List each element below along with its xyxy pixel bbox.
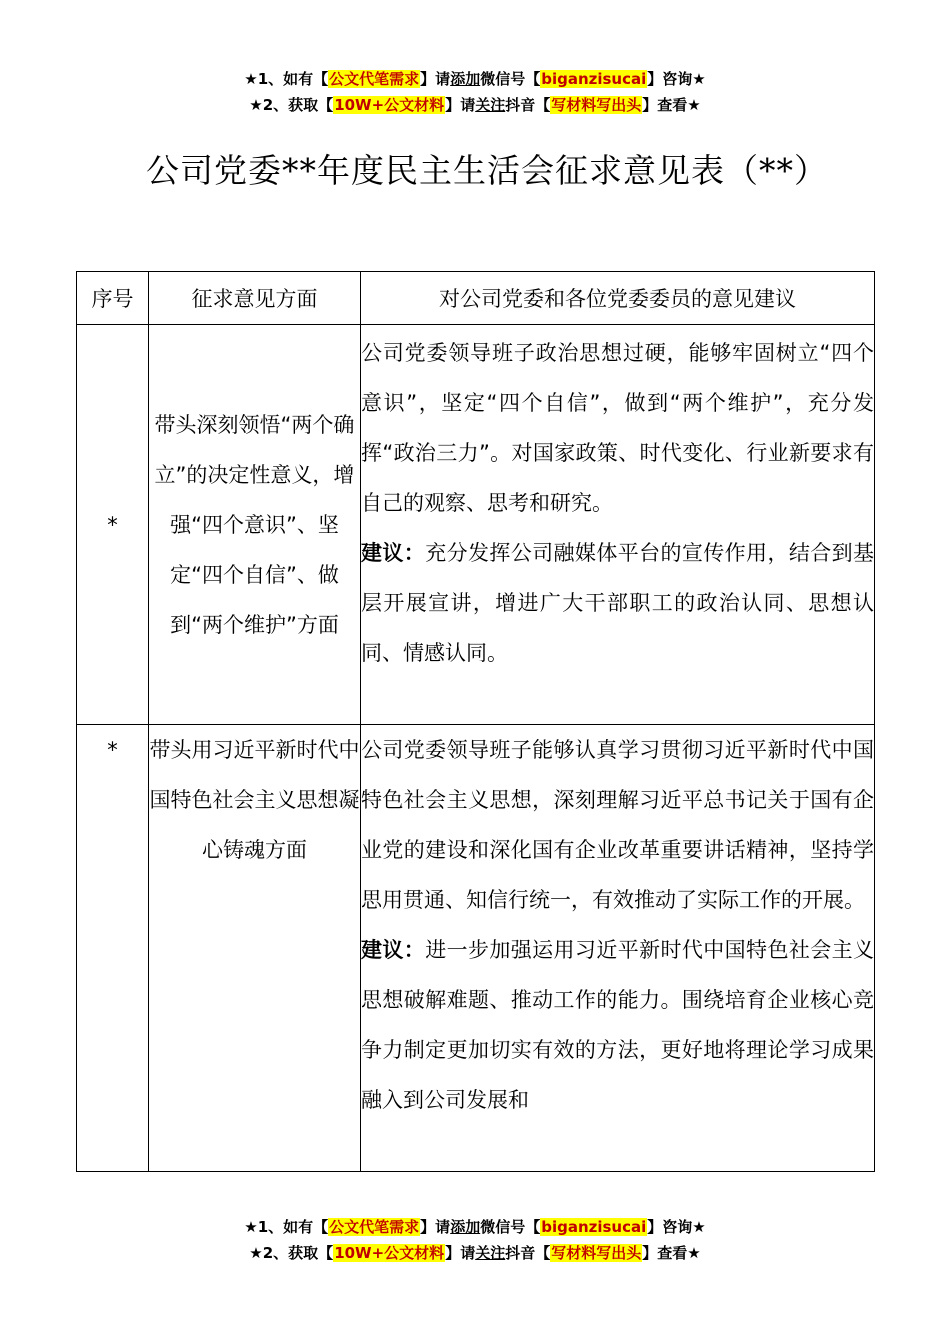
suggestion-paragraph	[361, 925, 874, 1125]
banner-line-2	[0, 92, 950, 118]
header-banner	[0, 66, 950, 118]
banner-text: 】请	[420, 1218, 451, 1236]
opinion-text: 公司党委领导班子政治思想过硬，能够牢固树立“四个意识”，坚定“四个自信”，做到“两个维护”，充分发挥“政治三力”。对国家政策、时代变化、行业新要求有自己的观察、思考和研究。	[361, 341, 874, 515]
highlight-text: biganzisucai	[541, 70, 647, 88]
banner-line-1	[0, 66, 950, 92]
aspect-text: 带头深刻领悟“两个确立”的决定性意义，增强“四个意识”、坚定“四个自信”、做到“两个维护”方面	[154, 412, 355, 637]
underlined-text: 关注	[475, 1244, 506, 1262]
header-opinion: 对公司党委和各位党委委员的意见建议	[361, 272, 875, 325]
aspect-text: 带头用习近平新时代中国特色社会主义思想凝心铸魂方面	[149, 738, 360, 862]
highlight-text: 10W+公文材料	[334, 1244, 445, 1262]
footer-banner	[0, 1214, 950, 1266]
highlight-text: biganzisucai	[541, 1218, 647, 1236]
suggestion-label: 建议：	[361, 541, 426, 565]
underlined-text: 关注	[475, 96, 506, 114]
suggestion-text: 进一步加强运用习近平新时代中国特色社会主义思想破解难题、推动工作的能力。围绕培育企业核心竞争力制定更加切实有效的方法，更好地将理论学习成果融入到公司发展和	[361, 938, 875, 1112]
row-seq: *	[77, 725, 149, 1172]
banner-text: ★1、如有【	[244, 70, 329, 88]
banner-text: 】查看★	[642, 1244, 701, 1262]
suggestion-paragraph	[361, 528, 874, 678]
table-header-row	[77, 272, 875, 325]
banner-text: 】查看★	[642, 96, 701, 114]
banner-text: 】请	[420, 70, 451, 88]
underlined-text: 添加	[450, 70, 481, 88]
suggestion-text: 充分发挥公司融媒体平台的宣传作用，结合到基层开展宣讲，增进广大干部职工的政治认同、思想认同、情感认同。	[361, 541, 875, 665]
banner-text: ★2、获取【	[249, 1244, 334, 1262]
banner-text: 】咨询★	[647, 1218, 706, 1236]
document-title: 公司党委**年度民主生活会征求意见表（**）	[146, 151, 828, 190]
banner-text: ★2、获取【	[249, 96, 334, 114]
banner-text: 】咨询★	[647, 70, 706, 88]
banner-text: 微信号【	[480, 1218, 541, 1236]
banner-text: 】请	[445, 96, 476, 114]
banner-text: 抖音【	[505, 96, 551, 114]
banner-line-1	[0, 1214, 950, 1240]
highlight-text: 公文代笔需求	[329, 70, 420, 88]
header-aspect: 征求意见方面	[149, 272, 361, 325]
header-seq: 序号	[77, 272, 149, 325]
row-opinion	[361, 725, 875, 1172]
banner-text: 抖音【	[505, 1244, 551, 1262]
highlight-text: 写材料写出头	[551, 96, 642, 114]
underlined-text: 添加	[450, 1218, 481, 1236]
table-row	[77, 725, 875, 1172]
highlight-text: 10W+公文材料	[334, 96, 445, 114]
opinion-text: 公司党委领导班子能够认真学习贯彻习近平新时代中国特色社会主义思想，深刻理解习近平总书记关于国有企业党的建设和深化国有企业改革重要讲话精神，坚持学思用贯通、知信行统一，有效推动了实际工作的开展。	[361, 738, 874, 912]
banner-line-2	[0, 1240, 950, 1266]
opinion-table	[76, 271, 875, 1172]
banner-text: 微信号【	[480, 70, 541, 88]
banner-text: 】请	[445, 1244, 476, 1262]
row-seq: *	[77, 325, 149, 725]
highlight-text: 公文代笔需求	[329, 1218, 420, 1236]
highlight-text: 写材料写出头	[551, 1244, 642, 1262]
suggestion-label: 建议：	[361, 938, 426, 962]
row-aspect	[149, 325, 361, 725]
banner-text: ★1、如有【	[244, 1218, 329, 1236]
table-row	[77, 325, 875, 725]
row-aspect	[149, 725, 361, 1172]
row-opinion	[361, 325, 875, 725]
